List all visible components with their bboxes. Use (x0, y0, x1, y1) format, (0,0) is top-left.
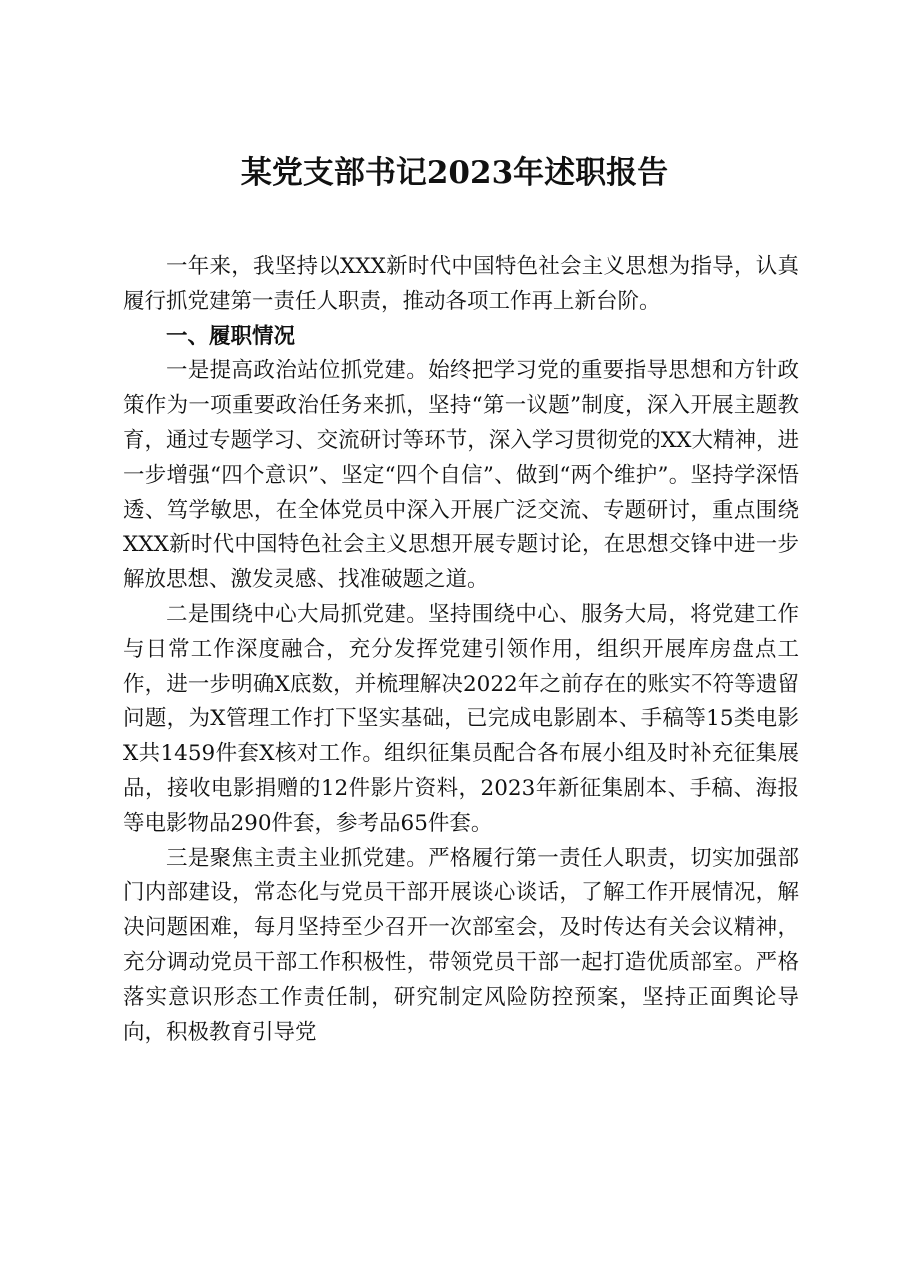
paragraph-center-overall: 二是围绕中心大局抓党建。坚持围绕中心、服务大局，将党建工作与日常工作深度融合，充分发挥党建引领作用，组织开展库房盘点工作，进一步明确X底数，并梳理解决2022年之前存在的账实不符等遗留问题，为X管理工作打下坚实基础，已完成电影剧本、手稿等15类电影X共1459件套X核对工作。组织征集员配合各布展小组及时补充征集展品，接收电影捐赠的12件影片资料，2023年新征集剧本、手稿、海报等电影物品290件套，参考品65件套。 (123, 601, 799, 836)
document-body (123, 250, 799, 1050)
document-title: 某党支部书记2023年述职报告 (240, 155, 669, 191)
section-heading: 一、履职情况 (166, 323, 296, 349)
paragraph-political-standing: 一是提高政治站位抓党建。始终把学习党的重要指导思想和方针政策作为一项重要政治任务来抓，坚持“第一议题”制度，深入开展主题教育，通过专题学习、交流研讨等环节，深入学习贯彻党的XX大精神，进一步增强“四个意识”、坚定“四个自信”、做到“两个维护”。坚持学深悟透、笃学敏思，在全体党员中深入开展广泛交流、专题研讨，重点围绕XXX新时代中国特色社会主义思想开展专题讨论，在思想交锋中进一步解放思想、激发灵感、找准破题之道。 (123, 358, 799, 593)
paragraph-main-responsibility: 三是聚焦主责主业抓党建。严格履行第一责任人职责，切实加强部门内部建设，常态化与党员干部开展谈心谈话，了解工作开展情况，解决问题困难，每月坚持至少召开一次部室会，及时传达有关会议精神，充分调动党员干部工作积极性，带领党员干部一起打造优质部室。严格落实意识形态工作责任制，研究制定风险防控预案，坚持正面舆论导向，积极教育引导党 (123, 845, 799, 1045)
intro-paragraph: 一年来，我坚持以XXX新时代中国特色社会主义思想为指导，认真履行抓党建第一责任人职责，推动各项工作再上新台阶。 (123, 254, 799, 314)
